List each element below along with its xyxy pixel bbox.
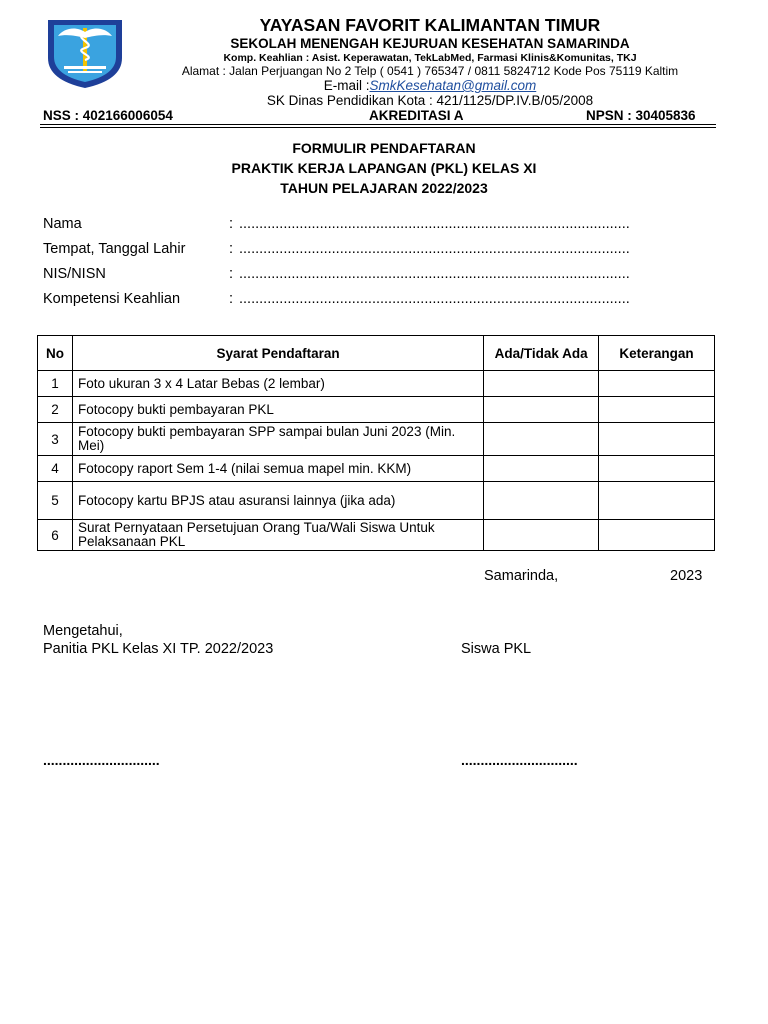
field-label: Nama (43, 216, 82, 232)
signing-place: Samarinda, (484, 568, 559, 584)
field-fill-line[interactable]: ................................................................................................. (239, 291, 630, 307)
form-title: FORMULIR PENDAFTARAN (292, 140, 476, 156)
table-header-row (38, 336, 715, 371)
field-colon: : (229, 266, 234, 282)
letterhead-divider (40, 124, 716, 125)
email-link[interactable]: SmkKesehatan@gmail.com (369, 78, 537, 93)
requirements-table (37, 335, 715, 551)
school-name: SEKOLAH MENENGAH KEJURUAN KESEHATAN SAMARINDA (230, 36, 630, 51)
field-fill-line[interactable]: ................................................................................................. (239, 216, 630, 232)
row-number: 5 (38, 482, 73, 520)
row-status-cell[interactable] (484, 397, 599, 423)
field-colon: : (229, 291, 234, 307)
table-row (38, 371, 715, 397)
row-note-cell[interactable] (599, 371, 715, 397)
field-label: Kompetensi Keahlian (43, 291, 181, 307)
school-programs: Komp. Keahlian : Asist. Keperawatan, TekLabMed, Farmasi Klinis&Komunitas, TKJ (223, 52, 637, 64)
row-number: 6 (38, 520, 73, 551)
row-requirement: Fotocopy raport Sem 1-4 (nilai semua mapel min. KKM) (72, 456, 483, 482)
nss-number: NSS : 402166006054 (43, 108, 173, 123)
row-note-cell[interactable] (599, 482, 715, 520)
accreditation: AKREDITASI A (369, 108, 464, 123)
header-status: Ada/Tidak Ada (484, 336, 599, 371)
school-address: Alamat : Jalan Perjuangan No 2 Telp ( 0541 ) 765347 / 0811 5824712 Kode Pos 75119 Kaltim (181, 64, 679, 78)
field-label: NIS/NISN (43, 266, 106, 282)
row-status-cell[interactable] (484, 482, 599, 520)
table-row (38, 423, 715, 456)
email-label: E-mail : (323, 78, 370, 93)
field-fill-line[interactable]: ................................................................................................. (239, 266, 630, 282)
form-subtitle: PRAKTIK KERJA LAPANGAN (PKL) KELAS XI (231, 160, 537, 176)
row-number: 2 (38, 397, 73, 423)
field-fill-line[interactable]: ................................................................................................. (239, 241, 630, 257)
table-row (38, 456, 715, 482)
row-status-cell[interactable] (484, 371, 599, 397)
row-number: 4 (38, 456, 73, 482)
letterhead-divider-thin (40, 127, 716, 128)
table-row (38, 482, 715, 520)
field-label: Tempat, Tanggal Lahir (43, 241, 186, 257)
school-emblem-icon (42, 16, 128, 90)
row-note-cell[interactable] (599, 423, 715, 456)
sk-number: SK Dinas Pendidikan Kota : 421/1125/DP.IV.B/05/2008 (266, 93, 594, 108)
row-requirement: Fotocopy bukti pembayaran PKL (72, 397, 483, 423)
table-row (38, 520, 715, 551)
foundation-name: YAYASAN FAVORIT KALIMANTAN TIMUR (259, 15, 601, 35)
acknowledged-label: Mengetahui, (43, 623, 123, 639)
npsn-number: NPSN : 30405836 (586, 108, 696, 123)
row-requirement: Foto ukuran 3 x 4 Latar Bebas (2 lembar) (72, 371, 483, 397)
row-requirement: Fotocopy kartu BPJS atau asuransi lainnya (jika ada) (72, 482, 483, 520)
field-colon: : (229, 241, 234, 257)
header-requirement: Syarat Pendaftaran (72, 336, 483, 371)
row-requirement: Fotocopy bukti pembayaran SPP sampai bulan Juni 2023 (Min. Mei) (72, 423, 483, 456)
row-number: 1 (38, 371, 73, 397)
form-academic-year: TAHUN PELAJARAN 2022/2023 (280, 180, 488, 196)
student-label: Siswa PKL (461, 641, 532, 657)
row-note-cell[interactable] (599, 456, 715, 482)
field-colon: : (229, 216, 234, 232)
header-no: No (38, 336, 73, 371)
table-row (38, 397, 715, 423)
row-note-cell[interactable] (599, 520, 715, 551)
signing-year: 2023 (670, 568, 703, 584)
header-note: Keterangan (599, 336, 715, 371)
school-email-line (120, 78, 740, 93)
row-requirement: Surat Pernyataan Persetujuan Orang Tua/Wali Siswa Untuk Pelaksanaan PKL (72, 520, 483, 551)
committee-signature-line[interactable]: .............................. (43, 752, 160, 768)
row-status-cell[interactable] (484, 456, 599, 482)
committee-label: Panitia PKL Kelas XI TP. 2022/2023 (43, 641, 274, 657)
student-signature-line[interactable]: .............................. (461, 752, 578, 768)
row-note-cell[interactable] (599, 397, 715, 423)
row-status-cell[interactable] (484, 520, 599, 551)
row-number: 3 (38, 423, 73, 456)
row-status-cell[interactable] (484, 423, 599, 456)
